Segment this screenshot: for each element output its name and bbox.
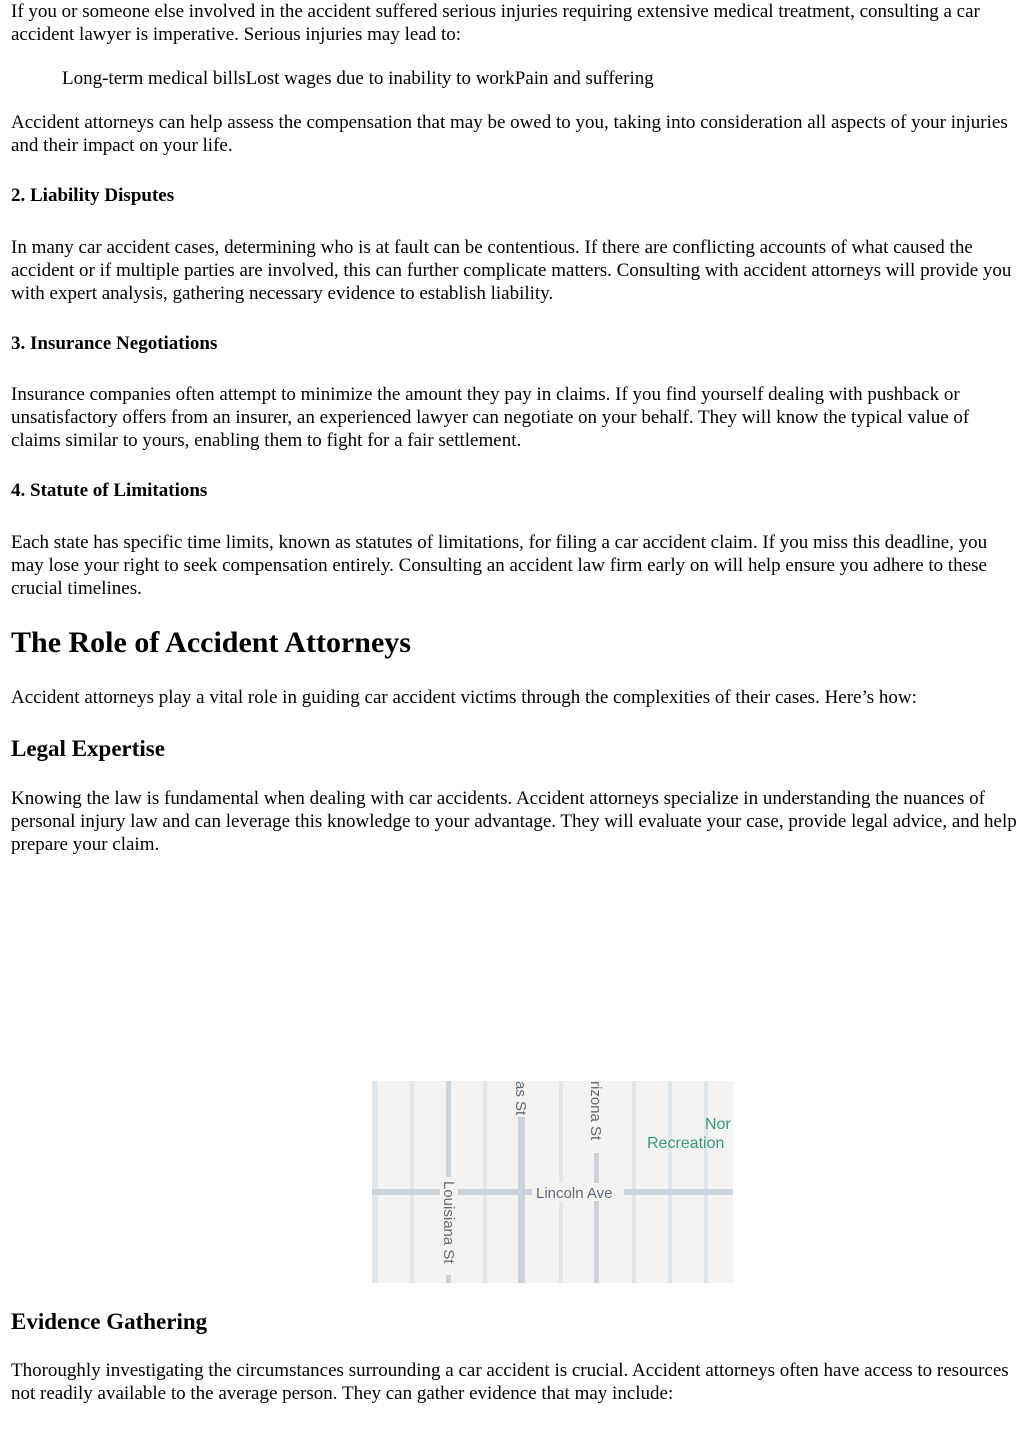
map-embed[interactable] xyxy=(372,1081,733,1283)
injury-list xyxy=(62,67,1012,90)
map-road xyxy=(704,1081,708,1283)
map-label-lincoln-ave: Lincoln Ave xyxy=(536,1185,613,1202)
map-poi-line2: Recreation xyxy=(647,1135,725,1152)
map-canvas[interactable] xyxy=(372,1081,733,1283)
list-item: Long-term medical bills xyxy=(62,68,246,89)
section-heading-statute: 4. Statute of Limitations xyxy=(11,480,208,501)
evidence-body: Thoroughly investigating the circumstances surrounding a car accident is crucial. Accident attorneys often have access to resources not readily available to the average person. They can gather evidence that may include: xyxy=(11,1360,1009,1404)
section-body-statute: Each state has specific time limits, known as statutes of limitations, for filing a car accident claim. If you miss this deadline, you may lose your right to seek compensation entirely. Consulting an accident law firm early on will help ensure you adhere to these crucial timelines. xyxy=(11,532,988,599)
intro-paragraph: If you or someone else involved in the accident suffered serious injuries requiring extensive medical treatment, consulting a car accident lawyer is imperative. Serious injuries may lead to: xyxy=(11,1,980,45)
section-heading-liability: 2. Liability Disputes xyxy=(11,185,175,206)
section-body-liability: In many car accident cases, determining who is at fault can be contentious. If there are conflicting accounts of what caused the accident or if multiple parties are involved, this can further complicate matters. Consulting with accident attorneys will provide you with expert analysis, gathering necessary evidence to establish liability. xyxy=(11,237,1012,304)
map-road xyxy=(410,1081,414,1283)
map-label-arizona-st: rizona St xyxy=(587,1081,604,1141)
map-label-louisiana-st: Louisiana St xyxy=(440,1181,457,1264)
role-intro: Accident attorneys play a vital role in guiding car accident victims through the complexities of their cases. Here’s how: xyxy=(11,687,917,708)
map-poi-line1: Nor xyxy=(705,1116,731,1133)
section-body-insurance: Insurance companies often attempt to minimize the amount they pay in claims. If you find yourself dealing with pushback or unsatisfactory offers from an insurer, an experienced lawyer can negotiate on your behalf. They will know the typical value of claims similar to yours, enabling them to fight for a fair settlement. xyxy=(11,384,970,451)
map-label-street-top: as St xyxy=(512,1081,529,1116)
section-heading-insurance: 3. Insurance Negotiations xyxy=(11,333,218,354)
role-heading: The Role of Accident Attorneys xyxy=(11,626,411,659)
map-road xyxy=(483,1081,487,1283)
list-item: Lost wages due to inability to work xyxy=(245,68,515,89)
intro-after-list: Accident attorneys can help assess the compensation that may be owed to you, taking into consideration all aspects of your injuries and their impact on your life. xyxy=(11,112,1008,156)
map-road xyxy=(559,1081,563,1283)
map-road xyxy=(372,1081,378,1283)
legal-expertise-body: Knowing the law is fundamental when dealing with car accidents. Accident attorneys specialize in understanding the nuances of personal injury law and can leverage this knowledge to your advantage. They will evaluate your case, provide legal advice, and help prepare your claim. xyxy=(11,788,1017,855)
evidence-heading: Evidence Gathering xyxy=(11,1309,208,1334)
map-road xyxy=(632,1081,636,1283)
map-road xyxy=(668,1081,672,1283)
legal-expertise-heading: Legal Expertise xyxy=(11,736,165,761)
list-item: Pain and suffering xyxy=(514,68,654,89)
